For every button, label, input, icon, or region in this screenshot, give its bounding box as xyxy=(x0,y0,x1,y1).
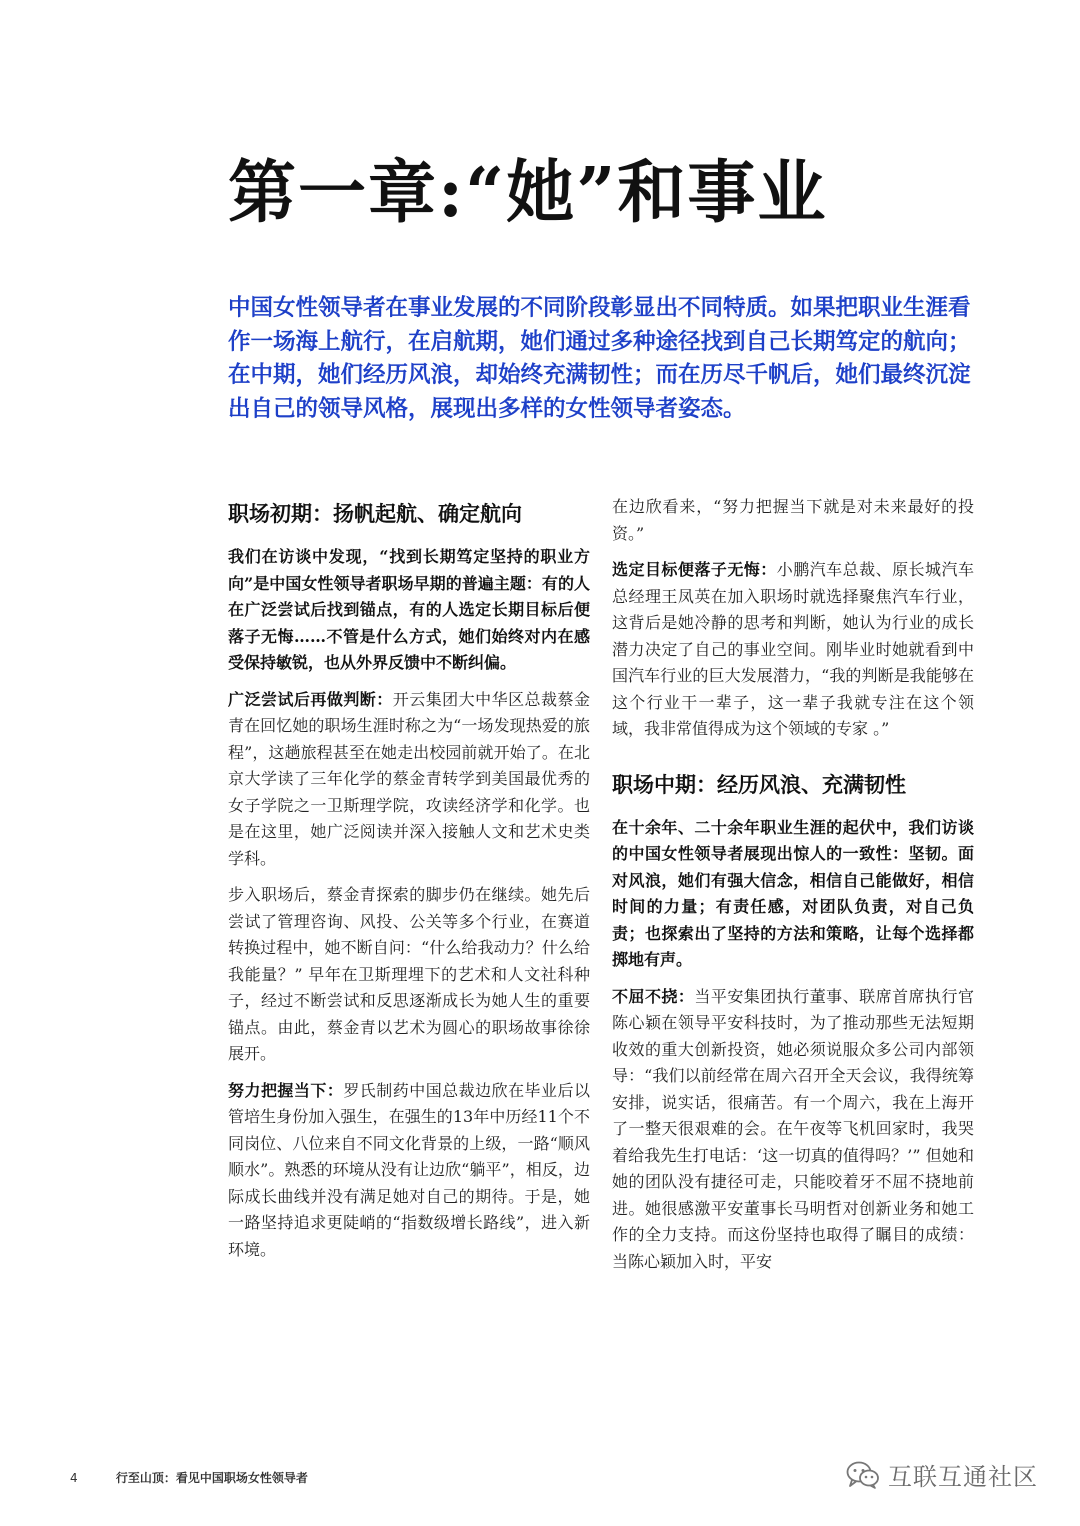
section-heading-early-career: 职场初期：扬帆起航、确定航向 xyxy=(228,501,522,526)
left-column xyxy=(228,494,590,1273)
page-footer xyxy=(70,1469,308,1486)
paragraph-seize-present xyxy=(228,1078,590,1264)
paragraph-keyword: 不屈不挠： xyxy=(612,986,695,1006)
paragraph-text: 开云集团大中华区总裁蔡金青在回忆她的职场生涯时称之为“一场发现热爱的旅程”，这趟旅程甚至在她走出校园前就开始了。在北京大学读了三年化学的蔡金青转学到美国最优秀的女子学院之一卫斯理学院，攻读经济学和化学。也是在这里，她广泛阅读并深入接触人文和艺术史类学科。 xyxy=(228,689,590,868)
watermark-text: 互联互通社区 xyxy=(888,1463,1038,1491)
section-lead-paragraph: 在十余年、二十余年职业生涯的起伏中，我们访谈的中国女性领导者展现出惊人的一致性：坚韧。面对风浪，她们有强大信念，相信自己能做好，相信时间的力量；有责任感，对团队负责，对自己负责；也探索出了坚持的方法和策略，让每个选择都掷地有声。 xyxy=(612,817,974,969)
paragraph-keyword: 广泛尝试后再做判断： xyxy=(228,689,393,709)
wechat-icon xyxy=(846,1461,880,1489)
section-lead-paragraph: 我们在访谈中发现，“找到长期笃定坚持的职业方向”是中国女性领导者职场早期的普遍主题：有的人在广泛尝试后找到锚点，有的人选定长期目标后便落子无悔……不管是什么方式，她们始终对内在感受保持敏锐，也从外界反馈中不断纠偏。 xyxy=(228,547,590,672)
paragraph-perseverance xyxy=(612,984,974,1276)
paragraph-career-continuation: 步入职场后，蔡金青探索的脚步仍在继续。她先后尝试了管理咨询、风投、公关等多个行业，在赛道转换过程中，她不断自问：“什么给我动力？什么给我能量？” 早年在卫斯理埋下的艺术和人文社科种子，经过不断尝试和反思逐渐成长为她人生的重要锚点。由此，蔡金青以艺术为圆心的职场故事徐徐展开。 xyxy=(228,885,590,1063)
paragraph-committed-goal xyxy=(612,557,974,743)
paragraph-text: 当平安集团执行董事、联席首席执行官陈心颖在领导平安科技时，为了推动那些无法短期收效的重大创新投资，她必须说服众多公司内部领导：“我们以前经常在周六召开全天会议，我得统筹安排，说实话，很痛苦。有一个周六，我在上海开了一整天很艰难的会。在午夜等飞机回家时，我哭着给我先生打电话：‘这一切真的值得吗？’” 但她和她的团队没有捷径可走，只能咬着牙不屈不挠地前进。她很感激平安董事长马明哲对创新业务和她工作的全力支持。而这份坚持也取得了瞩目的成绩：当陈心颖加入时，平安 xyxy=(612,986,974,1271)
paragraph-text: 小鹏汽车总裁、原长城汽车总经理王凤英在加入职场时就选择聚焦汽车行业，这背后是她冷静的思考和判断，她认为行业的成长潜力决定了自己的事业空间。刚毕业时她就看到中国汽车行业的巨大发展潜力，“我的判断是我能够在这个行业干一辈子，这一辈子我就专注在这个领域，我非常值得成为这个领域的专家 。” xyxy=(612,560,974,738)
paragraph-keyword: 努力把握当下： xyxy=(228,1080,344,1100)
chapter-title: 第一章:“她”和事业 xyxy=(228,153,828,233)
section-heading-mid-career: 职场中期：经历风浪、充满韧性 xyxy=(612,771,906,797)
page-number: 4 xyxy=(70,1471,78,1485)
publication-title: 行至山顶：看见中国职场女性领导者 xyxy=(115,1471,308,1485)
right-column xyxy=(612,494,974,1285)
watermark xyxy=(846,1457,1038,1492)
chapter-intro: 中国女性领导者在事业发展的不同阶段彰显出不同特质。如果把职业生涯看作一场海上航行，在启航期，她们通过多种途径找到自己长期笃定的航向；在中期，她们经历风浪，却始终充满韧性；而在历尽千帆后，她们最终沉淀出自己的领导风格，展现出多样的女性领导者姿态。 xyxy=(228,295,971,422)
paragraph-broad-exploration xyxy=(228,687,590,873)
paragraph-text: 罗氏制药中国总裁边欣在毕业后以管培生身份加入强生，在强生的13年中历经11个不同岗位、八位来自不同文化背景的上级，一路“顺风顺水”。熟悉的环境从没有让边欣“躺平”，相反，边际成长曲线并没有满足她对自己的期待。于是，她一路坚持追求更陡峭的“指数级增长路线”，进入新环境。 xyxy=(228,1080,590,1259)
paragraph-quote-continuation: 在边欣看来，“努力把握当下就是对未来最好的投资。” xyxy=(612,497,974,543)
paragraph-keyword: 选定目标便落子无悔： xyxy=(612,560,777,579)
